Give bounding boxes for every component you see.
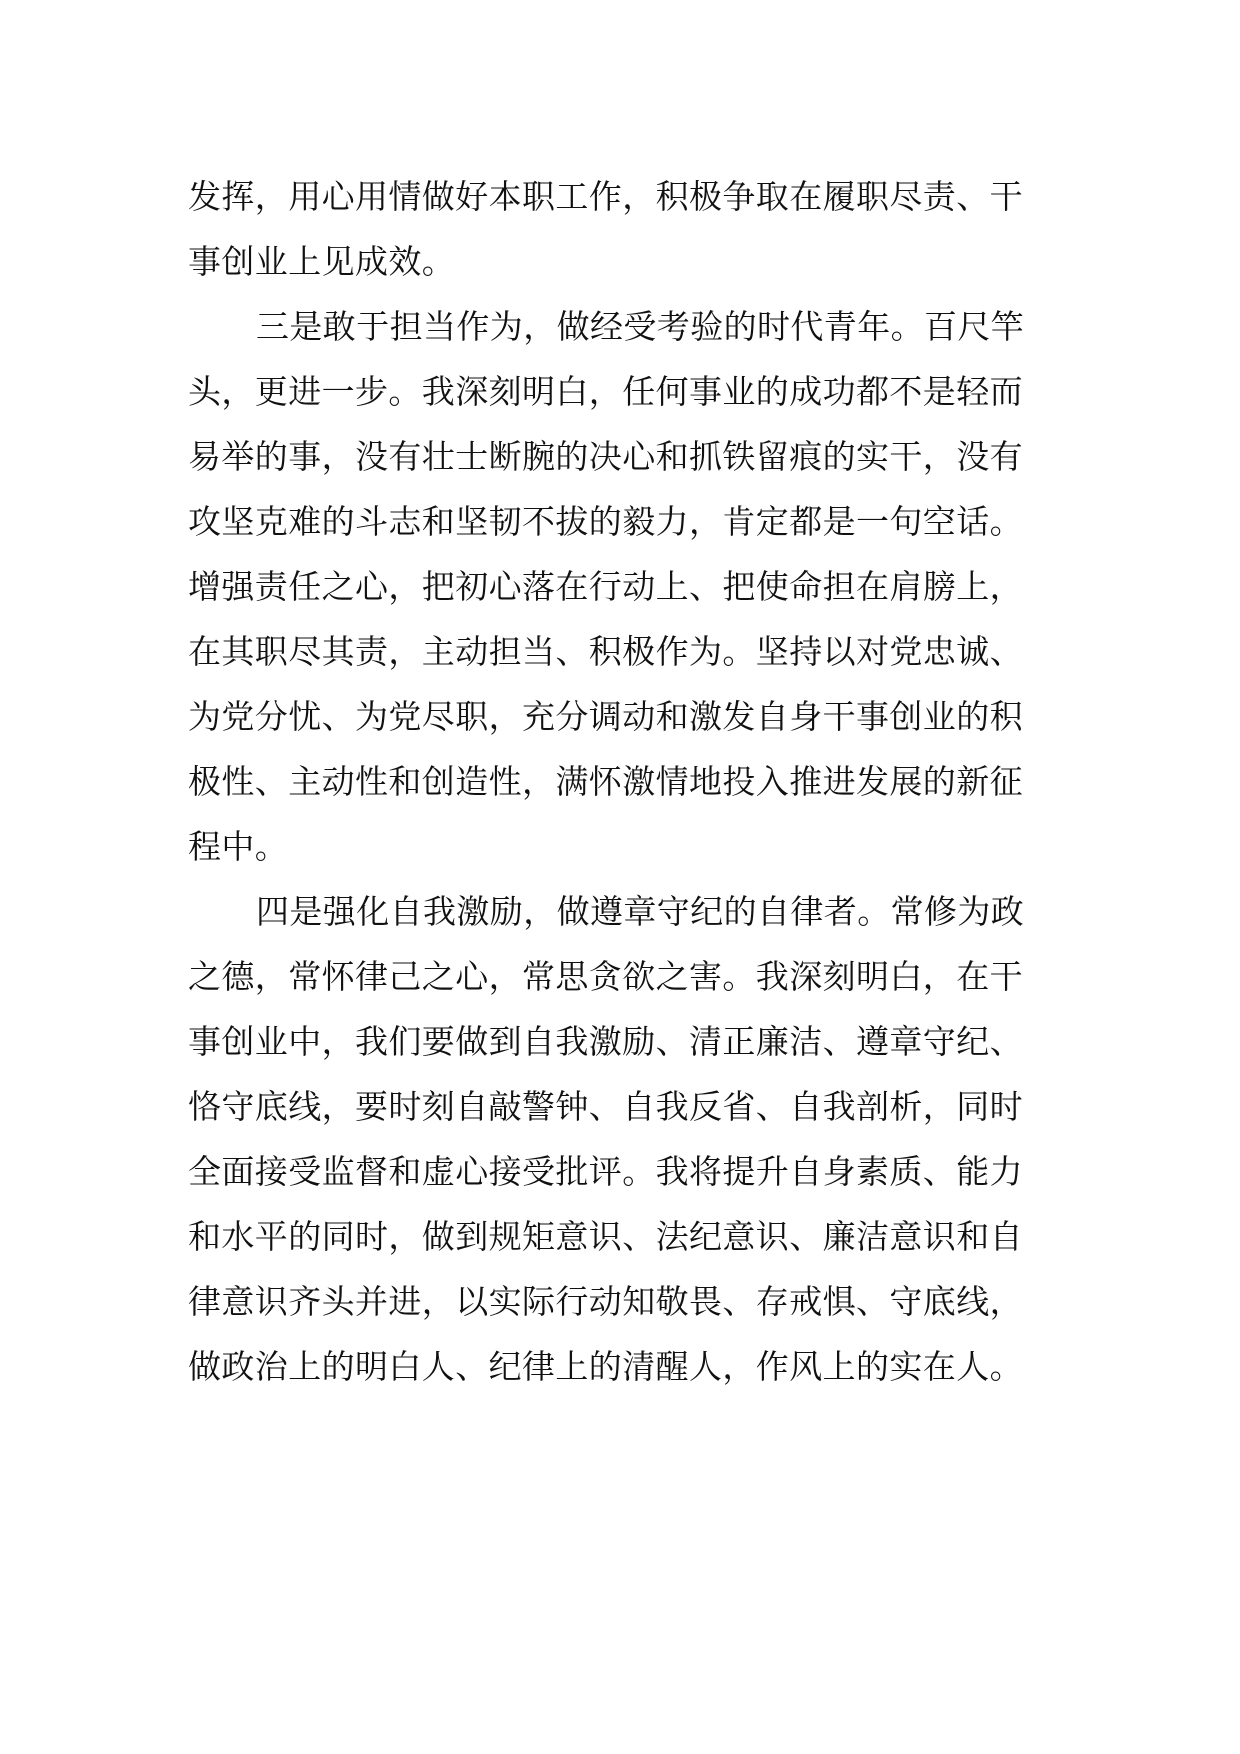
paragraph-point-three xyxy=(188,294,1058,879)
text-line: 为党分忧、为党尽职，充分调动和激发自身干事创业的积 xyxy=(188,697,1023,736)
text-line: 全面接受监督和虚心接受批评。我将提升自身素质、能力 xyxy=(188,1152,1023,1191)
text-line: 头，更进一步。我深刻明白，任何事业的成功都不是轻而 xyxy=(188,372,1023,411)
paragraph-point-four xyxy=(188,879,1058,1399)
text-line: 和水平的同时，做到规矩意识、法纪意识、廉洁意识和自 xyxy=(188,1217,1023,1256)
text-line: 做政治上的明白人、纪律上的清醒人，作风上的实在人。 xyxy=(188,1347,1023,1386)
paragraph-continuation xyxy=(188,164,1058,294)
text-line: 事创业上见成效。 xyxy=(188,242,456,281)
text-line: 在其职尽其责，主动担当、积极作为。坚持以对党忠诚、 xyxy=(188,632,1023,671)
text-line: 程中。 xyxy=(188,827,289,866)
text-line: 之德，常怀律己之心，常思贪欲之害。我深刻明白，在干 xyxy=(188,957,1023,996)
text-line: 恪守底线，要时刻自敲警钟、自我反省、自我剖析，同时 xyxy=(188,1087,1023,1126)
text-line: 事创业中，我们要做到自我激励、清正廉洁、遵章守纪、 xyxy=(188,1022,1023,1061)
text-line: 易举的事，没有壮士断腕的决心和抓铁留痕的实干，没有 xyxy=(188,437,1023,476)
text-line: 增强责任之心，把初心落在行动上、把使命担在肩膀上， xyxy=(188,567,1023,606)
document-body xyxy=(188,164,1058,1399)
text-line: 极性、主动性和创造性，满怀激情地投入推进发展的新征 xyxy=(188,762,1023,801)
text-line: 律意识齐头并进，以实际行动知敬畏、存戒惧、守底线， xyxy=(188,1282,1023,1321)
text-line-indented: 三是敢于担当作为，做经受考验的时代青年。百尺竿 xyxy=(256,307,1025,346)
text-line-indented: 四是强化自我激励，做遵章守纪的自律者。常修为政 xyxy=(256,892,1025,931)
text-line: 发挥，用心用情做好本职工作，积极争取在履职尽责、干 xyxy=(188,177,1023,216)
text-line: 攻坚克难的斗志和坚韧不拔的毅力，肯定都是一句空话。 xyxy=(188,502,1023,541)
